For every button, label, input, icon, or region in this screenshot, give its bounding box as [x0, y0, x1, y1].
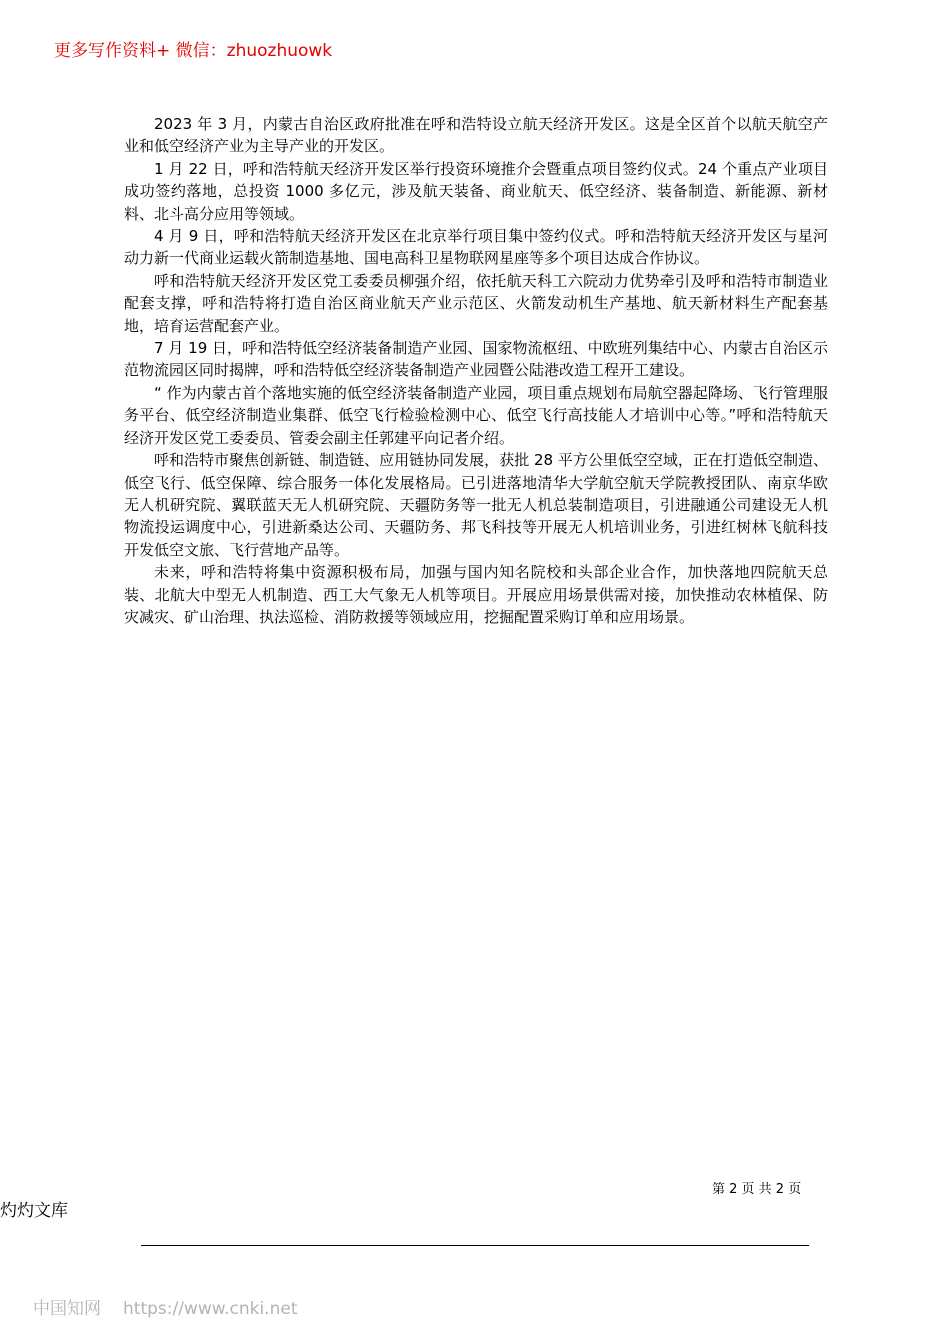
article-paragraph: 2023 年 3 月，内蒙古自治区政府批准在呼和浩特设立航天经济开发区。这是全区首个以航天航空产业和低空经济产业为主导产业的开发区。 [124, 115, 828, 156]
article-body [124, 113, 828, 628]
article-paragraph: 未来，呼和浩特将集中资源积极布局，加强与国内知名院校和头部企业合作，加快落地四院航天总装、北航大中型无人机制造、西工大气象无人机等项目。开展应用场景供需对接，加快推动农林植保、防灾减灾、矿山治理、执法巡检、消防救援等领域应用，挖掘配置采购订单和应用场景。 [124, 563, 828, 626]
article-paragraph: 呼和浩特航天经济开发区党工委委员柳强介绍，依托航天科工六院动力优势牵引及呼和浩特市制造业配套支撑，呼和浩特将打造自治区商业航天产业示范区、火箭发动机生产基地、航天新材料生产配套基地，培育运营配套产业。 [124, 271, 828, 335]
article-paragraph: 4 月 9 日，呼和浩特航天经济开发区在北京举行项目集中签约仪式。呼和浩特航天经济开发区与星河动力新一代商业运载火箭制造基地、国电高科卫星物联网星座等多个项目达成合作协议。 [124, 227, 828, 268]
promo-banner: 更多写作资料+ 微信：zhuozhuowk [54, 41, 333, 61]
watermark-url: https://www.cnki.net [123, 1299, 298, 1319]
watermark-cn-text: 中国知网 [33, 1299, 101, 1319]
article-paragraph: 7 月 19 日，呼和浩特低空经济装备制造产业园、国家物流枢纽、中欧班列集结中心、内蒙古自治区示范物流园区同时揭牌，呼和浩特低空经济装备制造产业园暨公陆港改造工程开工建设。 [124, 339, 828, 380]
footer-divider [141, 1245, 809, 1246]
article-paragraph: 1 月 22 日，呼和浩特航天经济开发区举行投资环境推介会暨重点项目签约仪式。24 个重点产业项目成功签约落地，总投资 1000 多亿元，涉及航天装备、商业航天、低空经济、装备制造、新能源、新材料、北斗高分应用等领域。 [124, 159, 828, 223]
cnki-watermark [33, 1294, 297, 1319]
article-paragraph: 呼和浩特市聚焦创新链、制造链、应用链协同发展，获批 28 平方公里低空空域，正在打造低空制造、低空飞行、低空保障、综合服务一体化发展格局。已引进落地清华大学航空航天学院教授团队、南京华欧无人机研究院、翼联蓝天无人机研究院、天疆防务等一批无人机总装制造项目，引进融通公司建设无人机物流投运调度中心，引进新桑达公司、天疆防务、邦飞科技等开展无人机培训业务，引进红树林飞航科技开发低空文旅、飞行营地产品等。 [124, 451, 828, 559]
footer-brand: 灼灼文库 [0, 1201, 68, 1221]
article-paragraph: “ 作为内蒙古首个落地实施的低空经济装备制造产业园，项目重点规划布局航空器起降场、飞行管理服务平台、低空经济制造业集群、低空飞行检验检测中心、低空飞行高技能人才培训中心等。”呼和浩特航天经济开发区党工委委员、管委会副主任郭建平向记者介绍。 [124, 383, 828, 447]
page-number: 第 2 页 共 2 页 [712, 1182, 802, 1197]
